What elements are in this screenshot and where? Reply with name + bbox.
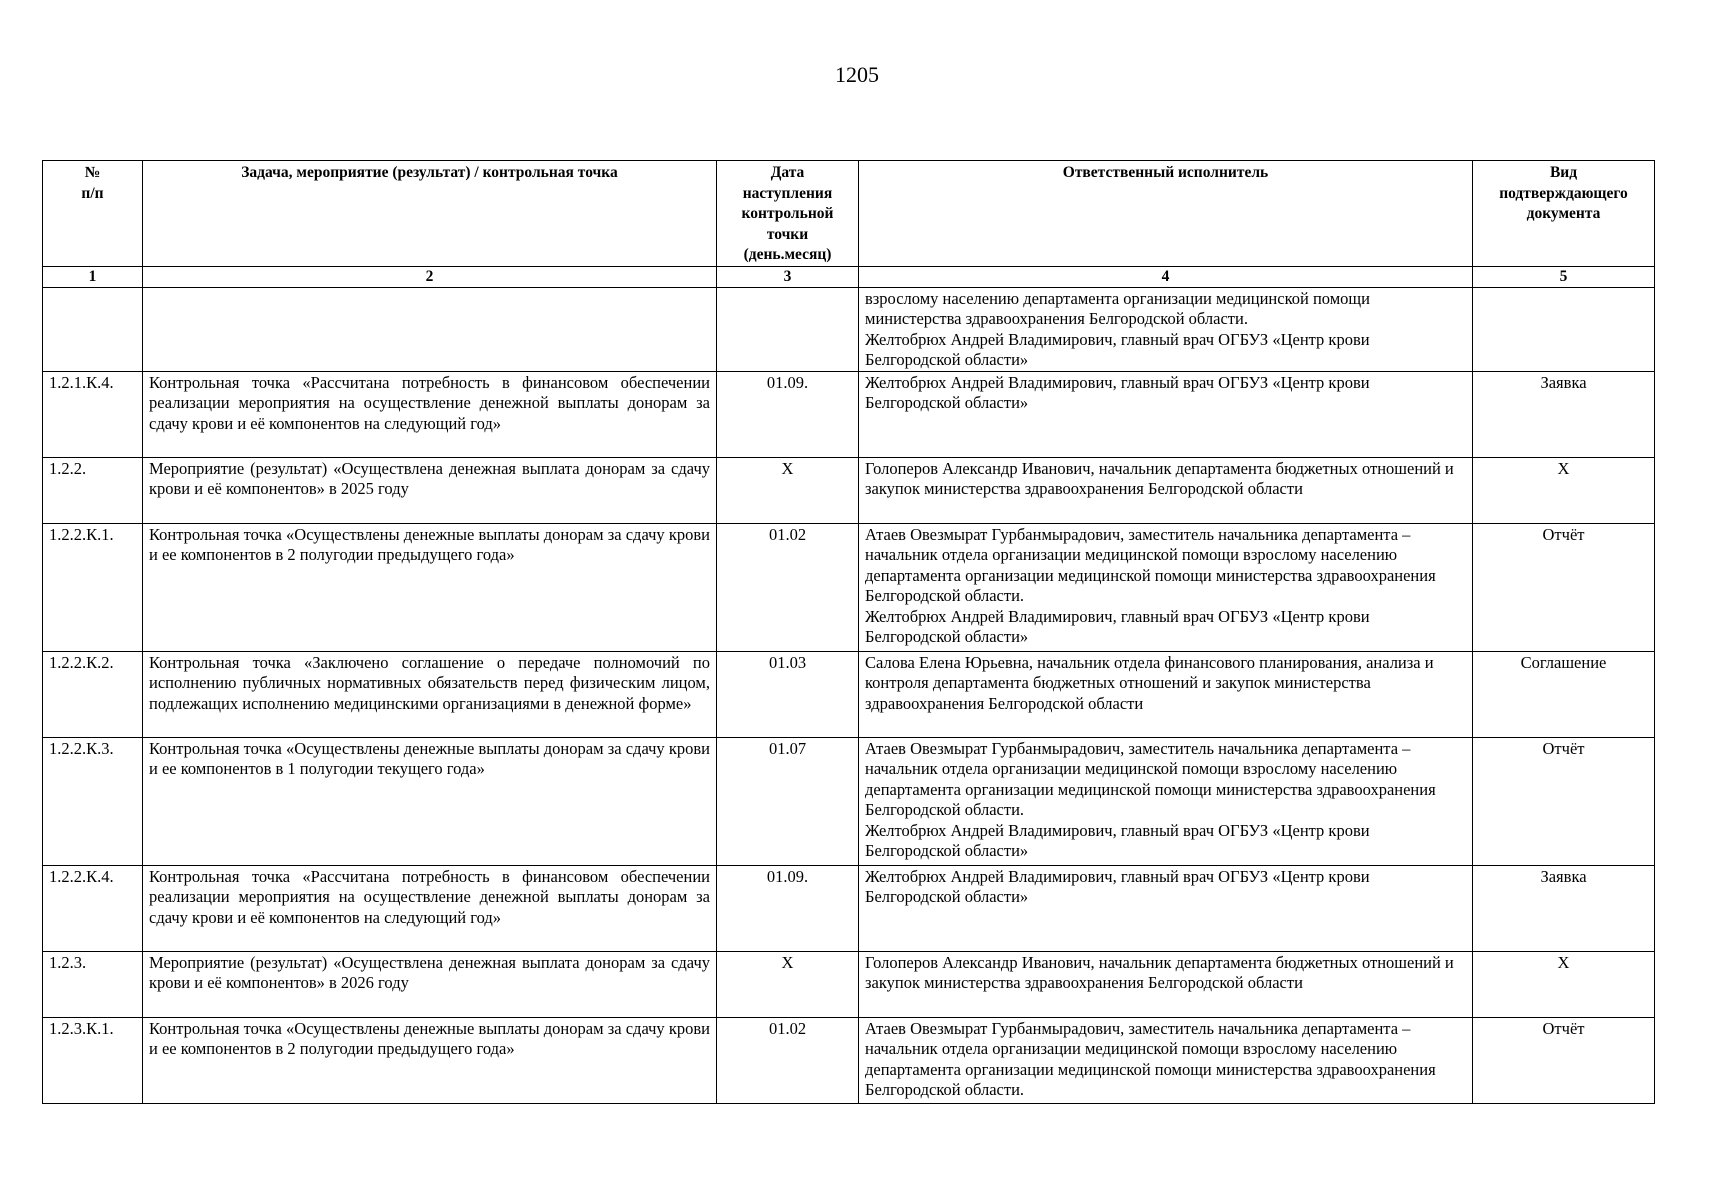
row-number: 1.2.2.К.1. bbox=[43, 523, 143, 651]
control-points-table bbox=[42, 160, 1655, 1104]
row-document-type: Соглашение bbox=[1473, 651, 1655, 737]
row-number: 1.2.3.К.1. bbox=[43, 1017, 143, 1103]
row-date bbox=[717, 287, 859, 371]
row-task: Контрольная точка «Осуществлены денежные выплаты донорам за сдачу крови и ее компонентов в 1 полугодии текущего года» bbox=[143, 737, 717, 865]
table-row bbox=[43, 457, 1655, 523]
row-date: 01.02 bbox=[717, 1017, 859, 1103]
row-document-type bbox=[1473, 287, 1655, 371]
table-header-row bbox=[43, 161, 1655, 267]
row-task: Контрольная точка «Осуществлены денежные выплаты донорам за сдачу крови и ее компонентов в 2 полугодии предыдущего года» bbox=[143, 523, 717, 651]
row-number: 1.2.3. bbox=[43, 951, 143, 1017]
row-responsible: Голоперов Александр Иванович, начальник департамента бюджетных отношений и закупок министерства здравоохранения Белгородской области bbox=[859, 951, 1473, 1017]
row-document-type: Заявка bbox=[1473, 865, 1655, 951]
page-number: 1205 bbox=[835, 62, 879, 87]
header-number: № п/п bbox=[43, 161, 143, 267]
row-number: 1.2.2.К.2. bbox=[43, 651, 143, 737]
row-number: 1.2.2.К.3. bbox=[43, 737, 143, 865]
table-row bbox=[43, 951, 1655, 1017]
row-task: Контрольная точка «Рассчитана потребность в финансовом обеспечении реализации мероприятия на осуществление денежной выплаты донорам за сдачу крови и её компонентов на следующий год» bbox=[143, 865, 717, 951]
row-responsible: Желтобрюх Андрей Владимирович, главный врач ОГБУЗ «Центр крови Белгородской области» bbox=[859, 371, 1473, 457]
table-row bbox=[43, 523, 1655, 651]
row-responsible: Атаев Овезмырат Гурбанмырадович, заместитель начальника департамента – начальник отдела организации медицинской помощи взрослому населению департамента организации медицинской помощи министерства здравоохранения Белгородской области. bbox=[859, 1017, 1473, 1103]
row-date: 01.09. bbox=[717, 865, 859, 951]
column-number-row bbox=[43, 266, 1655, 287]
table-row bbox=[43, 371, 1655, 457]
header-document-type: Вид подтверждающего документа bbox=[1473, 161, 1655, 267]
row-task: Мероприятие (результат) «Осуществлена денежная выплата донорам за сдачу крови и её компонентов» в 2025 году bbox=[143, 457, 717, 523]
header-task: Задача, мероприятие (результат) / контрольная точка bbox=[143, 161, 717, 267]
row-task: Контрольная точка «Рассчитана потребность в финансовом обеспечении реализации мероприятия на осуществление денежной выплаты донорам за сдачу крови и её компонентов на следующий год» bbox=[143, 371, 717, 457]
table-row bbox=[43, 737, 1655, 865]
row-responsible: Салова Елена Юрьевна, начальник отдела финансового планирования, анализа и контроля департамента бюджетных отношений и закупок министерства здравоохранения Белгородской области bbox=[859, 651, 1473, 737]
header-date: Дата наступления контрольной точки (день.месяц) bbox=[717, 161, 859, 267]
row-responsible: Атаев Овезмырат Гурбанмырадович, заместитель начальника департамента – начальник отдела организации медицинской помощи взрослому населению департамента организации медицинской помощи министерства здравоохранения Белгородской области. Желтобрюх Андрей Владимирович, главный врач ОГБУЗ «Центр крови Белгородской области» bbox=[859, 737, 1473, 865]
row-responsible: Атаев Овезмырат Гурбанмырадович, заместитель начальника департамента – начальник отдела организации медицинской помощи взрослому населению департамента организации медицинской помощи министерства здравоохранения Белгородской области. Желтобрюх Андрей Владимирович, главный врач ОГБУЗ «Центр крови Белгородской области» bbox=[859, 523, 1473, 651]
row-number bbox=[43, 287, 143, 371]
column-number: 5 bbox=[1473, 266, 1655, 287]
row-task: Мероприятие (результат) «Осуществлена денежная выплата донорам за сдачу крови и её компонентов» в 2026 году bbox=[143, 951, 717, 1017]
row-date: 01.02 bbox=[717, 523, 859, 651]
column-number: 2 bbox=[143, 266, 717, 287]
row-task: Контрольная точка «Заключено соглашение о передаче полномочий по исполнению публичных нормативных обязательств перед физическим лицом, подлежащих исполнению медицинскими организациями в денежной форме» bbox=[143, 651, 717, 737]
row-responsible: Желтобрюх Андрей Владимирович, главный врач ОГБУЗ «Центр крови Белгородской области» bbox=[859, 865, 1473, 951]
row-document-type: Х bbox=[1473, 951, 1655, 1017]
row-document-type: Заявка bbox=[1473, 371, 1655, 457]
row-number: 1.2.2.К.4. bbox=[43, 865, 143, 951]
table-row bbox=[43, 1017, 1655, 1103]
table-row bbox=[43, 287, 1655, 371]
row-number: 1.2.2. bbox=[43, 457, 143, 523]
row-date: Х bbox=[717, 951, 859, 1017]
row-date: 01.09. bbox=[717, 371, 859, 457]
row-responsible: взрослому населению департамента организации медицинской помощи министерства здравоохранения Белгородской области. Желтобрюх Андрей Владимирович, главный врач ОГБУЗ «Центр крови Белгородской области» bbox=[859, 287, 1473, 371]
row-task: Контрольная точка «Осуществлены денежные выплаты донорам за сдачу крови и ее компонентов в 2 полугодии предыдущего года» bbox=[143, 1017, 717, 1103]
row-document-type: Х bbox=[1473, 457, 1655, 523]
row-document-type: Отчёт bbox=[1473, 1017, 1655, 1103]
row-task bbox=[143, 287, 717, 371]
column-number: 4 bbox=[859, 266, 1473, 287]
row-date: Х bbox=[717, 457, 859, 523]
column-number: 1 bbox=[43, 266, 143, 287]
row-document-type: Отчёт bbox=[1473, 523, 1655, 651]
row-responsible: Голоперов Александр Иванович, начальник департамента бюджетных отношений и закупок министерства здравоохранения Белгородской области bbox=[859, 457, 1473, 523]
row-date: 01.03 bbox=[717, 651, 859, 737]
header-responsible: Ответственный исполнитель bbox=[859, 161, 1473, 267]
row-number: 1.2.1.К.4. bbox=[43, 371, 143, 457]
row-date: 01.07 bbox=[717, 737, 859, 865]
table-row bbox=[43, 865, 1655, 951]
column-number: 3 bbox=[717, 266, 859, 287]
table-row bbox=[43, 651, 1655, 737]
row-document-type: Отчёт bbox=[1473, 737, 1655, 865]
